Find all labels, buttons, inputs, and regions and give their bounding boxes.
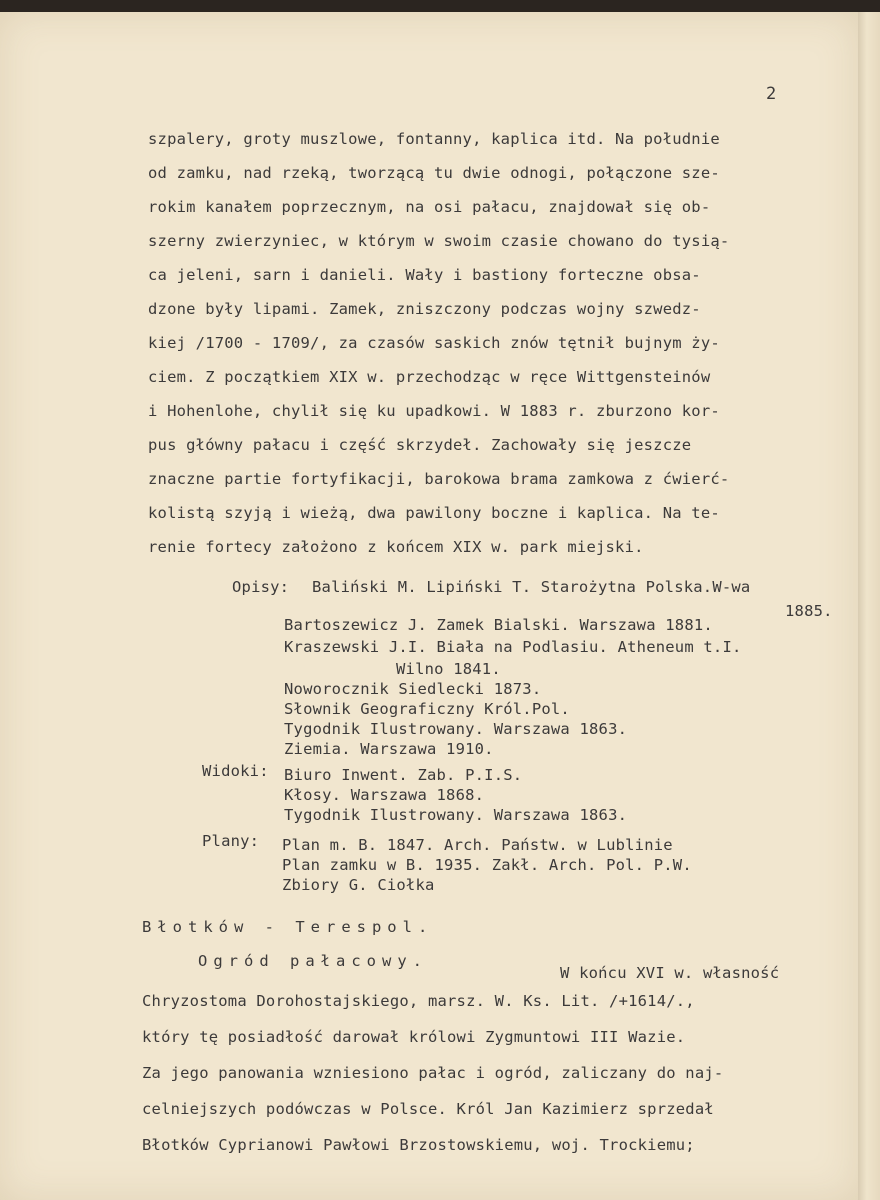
typewritten-page (0, 12, 858, 1200)
page-edge (858, 12, 880, 1200)
text-line: Chryzostoma Dorohostajskiego, marsz. W. Ks. Lit. /+1614/., (142, 992, 695, 1010)
reference-entry: Tygodnik Ilustrowany. Warszawa 1863. (284, 720, 628, 738)
text-line: ca jeleni, sarn i danieli. Wały i bastiony forteczne obsa- (148, 266, 701, 284)
text-line: który tę posiadłość darował królowi Zygmuntowi III Wazie. (142, 1028, 686, 1046)
widoki-label: Widoki: (202, 762, 269, 780)
text-line: Błotków Cyprianowi Pawłowi Brzostowskiemu, woj. Trockiemu; (142, 1136, 695, 1154)
reference-entry: Kraszewski J.I. Biała na Podlasiu. Atheneum t.I. (284, 638, 742, 656)
text-line: ciem. Z początkiem XIX w. przechodząc w ręce Wittgensteinów (148, 368, 711, 386)
text-line: celniejszych podówczas w Polsce. Król Jan Kazimierz sprzedał (142, 1100, 714, 1118)
reference-entry: Tygodnik Ilustrowany. Warszawa 1863. (284, 806, 628, 824)
reference-entry: Bartoszewicz J. Zamek Bialski. Warszawa 1881. (284, 616, 713, 634)
text-line: rokim kanałem poprzecznym, na osi pałacu, znajdował się ob- (148, 198, 711, 216)
reference-entry: 1885. (785, 602, 833, 620)
text-line: i Hohenlohe, chylił się ku upadkowi. W 1883 r. zburzono kor- (148, 402, 720, 420)
section-subheading: Ogród pałacowy. (198, 952, 428, 970)
text-line: od zamku, nad rzeką, tworzącą tu dwie odnogi, połączone sze- (148, 164, 720, 182)
reference-entry: Wilno 1841. (396, 660, 501, 678)
reference-entry: Słownik Geograficzny Król.Pol. (284, 700, 570, 718)
section-heading: Błotków - Terespol. (142, 918, 434, 936)
text-line: kiej /1700 - 1709/, za czasów saskich znów tętnił bujnym ży- (148, 334, 720, 352)
plany-label: Plany: (202, 832, 260, 850)
opisy-label: Opisy: (232, 578, 290, 596)
reference-entry: Biuro Inwent. Zab. P.I.S. (284, 766, 523, 784)
page-number: 2 (766, 84, 777, 104)
reference-entry: Baliński M. Lipiński T. Starożytna Polska.W-wa (312, 578, 751, 596)
text-line: szerny zwierzyniec, w którym w swoim czasie chowano do tysią- (148, 232, 730, 250)
reference-entry: Ziemia. Warszawa 1910. (284, 740, 494, 758)
reference-entry: Plan m. B. 1847. Arch. Państw. w Lublinie (282, 836, 673, 854)
text-line: szpalery, groty muszlowe, fontanny, kaplica itd. Na południe (148, 130, 720, 148)
text-line: W końcu XVI w. własność (560, 964, 780, 982)
text-line: dzone były lipami. Zamek, zniszczony podczas wojny szwedz- (148, 300, 701, 318)
reference-entry: Noworocznik Siedlecki 1873. (284, 680, 542, 698)
text-line: kolistą szyją i wieżą, dwa pawilony boczne i kaplica. Na te- (148, 504, 720, 522)
text-line: znaczne partie fortyfikacji, barokowa brama zamkowa z ćwierć- (148, 470, 730, 488)
reference-entry: Plan zamku w B. 1935. Zakł. Arch. Pol. P.W. (282, 856, 692, 874)
reference-entry: Kłosy. Warszawa 1868. (284, 786, 485, 804)
text-line: renie fortecy założono z końcem XIX w. park miejski. (148, 538, 644, 556)
text-line: pus główny pałacu i część skrzydeł. Zachowały się jeszcze (148, 436, 692, 454)
text-line: Za jego panowania wzniesiono pałac i ogród, zaliczany do naj- (142, 1064, 724, 1082)
reference-entry: Zbiory G. Ciołka (282, 876, 435, 894)
